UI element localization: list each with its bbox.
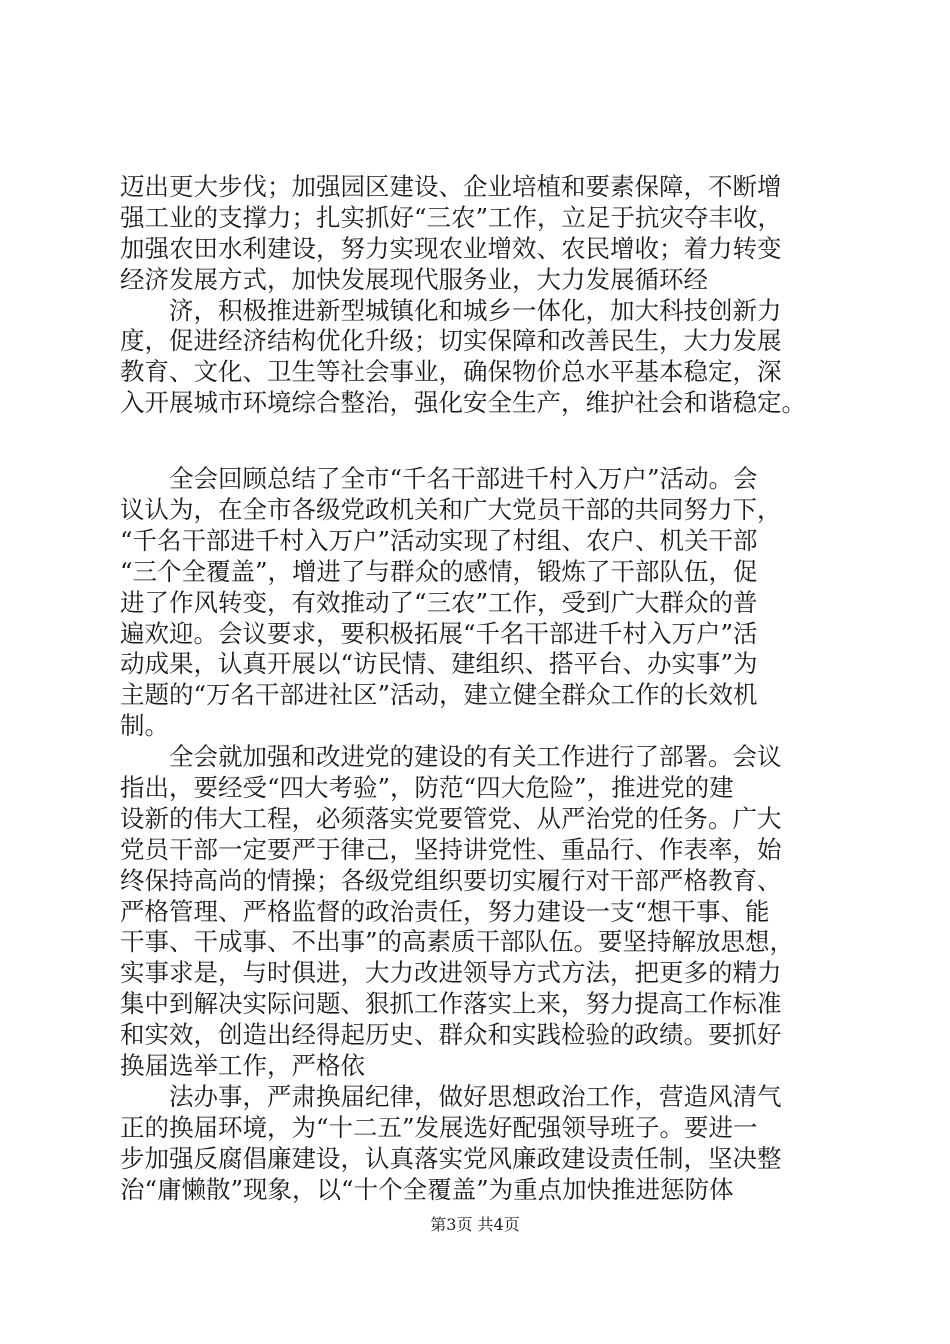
text-line: 度，促进经济结构优化升级；切实保障和改善民生，大力发展: [120, 326, 782, 356]
text-line: 集中到解决实际问题、狠抓工作落实上来，努力提高工作标准: [120, 989, 782, 1019]
text-line: “千名干部进千村入万户”活动实现了村组、农户、机关干部: [120, 525, 758, 555]
text-line: 进了作风转变，有效推动了“三农”工作，受到广大群众的普: [120, 587, 758, 617]
text-line: 入开展城市环境综合整治，强化安全生产，维护社会和谐稳定。: [120, 388, 806, 418]
text-line: 动成果，认真开展以“访民情、建组织、搭平台、办实事”为: [120, 649, 758, 679]
text-line: “三个全覆盖”，增进了与群众的感情，锻炼了干部队伍，促: [120, 556, 758, 586]
text-line: 主题的“万名干部进社区”活动，建立健全群众工作的长效机: [120, 680, 758, 710]
text-line: 经济发展方式，加快发展现代服务业，大力发展循环经: [120, 264, 708, 294]
text-line: 指出，要经受“四大考验”，防范“四大危险”，推进党的建: [120, 773, 734, 803]
text-line: 正的换届环境，为“十二五”发展选好配强领导班子。要进一: [120, 1112, 758, 1142]
text-line: 济，积极推进新型城镇化和城乡一体化，加大科技创新力: [120, 295, 782, 325]
text-line: 法办事，严肃换届纪律，做好思想政治工作，营造风清气: [120, 1081, 782, 1111]
page-footer: [0, 1213, 950, 1237]
text-line: 强工业的支撑力；扎实抓好“三农”工作，立足于抗灾夺丰收，: [120, 202, 783, 232]
text-line: 全会就加强和改进党的建设的有关工作进行了部署。会议: [120, 742, 782, 772]
text-line: 步加强反腐倡廉建设，认真落实党风廉政建设责任制，坚决整: [120, 1143, 782, 1173]
text-line: 实事求是，与时俱进，大力改进领导方式方法，把更多的精力: [120, 958, 782, 988]
text-line: 干事、干成事、不出事”的高素质干部队伍。要坚持解放思想，: [120, 927, 795, 957]
text-line: 终保持高尚的情操；各级党组织要切实履行对干部严格教育、: [120, 865, 782, 895]
text-line: 议认为，在全市各级党政机关和广大党员干部的共同努力下，: [120, 495, 782, 525]
text-line: 严格管理、严格监督的政治责任，努力建设一支“想干事、能: [120, 896, 770, 926]
paragraph-gap: [120, 419, 840, 464]
text-line: 换届选举工作，严格依: [120, 1051, 365, 1081]
text-line: 党员干部一定要严于律己，坚持讲党性、重品行、作表率，始: [120, 834, 782, 864]
text-line: 遍欢迎。会议要求，要积极拓展“千名干部进千村入万户”活: [120, 618, 758, 648]
text-line: 迈出更大步伐；加强园区建设、企业培植和要素保障，不断增: [120, 172, 782, 201]
paragraph-block-2: [120, 464, 840, 1205]
text-line: 加强农田水利建设，努力实现农业增效、农民增收；着力转变: [120, 233, 782, 263]
paragraph-block-1: [120, 172, 840, 419]
text-line: 教育、文化、卫生等社会事业，确保物价总水平基本稳定，深: [120, 357, 782, 387]
text-line: 和实效，创造出经得起历史、群众和实践检验的政绩。要抓好: [120, 1020, 782, 1050]
text-line: 全会回顾总结了全市“千名干部进千村入万户”活动。会: [120, 464, 758, 494]
text-line: 设新的伟大工程，必须落实党要管党、从严治党的任务。广大: [120, 803, 782, 833]
page-indicator: 第3页 共4页: [430, 1215, 520, 1234]
document-body: [120, 172, 840, 1206]
text-line: 治“庸懒散”现象，以“十个全覆盖”为重点加快推进惩防体: [120, 1174, 734, 1204]
text-line: 制。: [120, 711, 169, 741]
